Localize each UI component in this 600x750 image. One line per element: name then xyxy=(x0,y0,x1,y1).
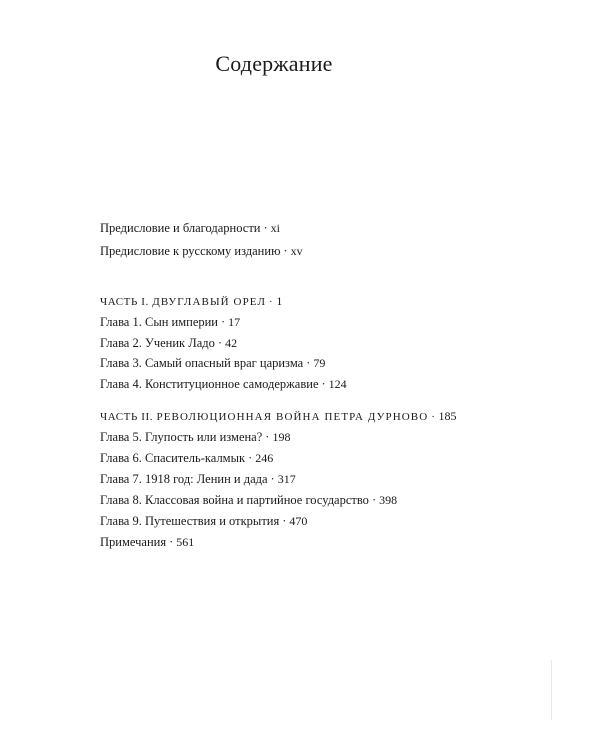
toc-entry-label: Глава 8. Классовая война и партийное государство xyxy=(100,493,369,507)
toc-entry-page: 198 xyxy=(272,430,291,444)
toc-separator: · xyxy=(248,451,253,465)
toc-entry-chapter-8[interactable] xyxy=(100,493,397,508)
toc-entry-chapter-3[interactable] xyxy=(100,356,325,371)
toc-entry-chapter-9[interactable] xyxy=(100,514,307,529)
toc-entry-chapter-2[interactable] xyxy=(100,336,237,351)
toc-entry-page: 42 xyxy=(225,336,238,350)
scan-artifact-line xyxy=(551,660,552,720)
toc-separator: · xyxy=(283,244,288,258)
toc-separator: · xyxy=(371,493,377,507)
toc-entry-page: 1 xyxy=(276,294,283,308)
toc-entry-page: 317 xyxy=(277,472,296,486)
toc-entry-page: xv xyxy=(290,244,303,258)
toc-separator: · xyxy=(263,221,268,235)
toc-entry-chapter-5[interactable] xyxy=(100,430,290,445)
part-name: ДВУГЛАВЫЙ ОРЕЛ xyxy=(152,296,267,308)
part-prefix: ЧАСТЬ I. xyxy=(100,296,149,308)
toc-entry-label: Глава 5. Глупость или измена? xyxy=(100,430,263,444)
toc-separator: · xyxy=(217,336,223,350)
toc-separator: · xyxy=(221,315,226,329)
toc-separator: · xyxy=(270,472,275,486)
toc-entry-label: Глава 3. Самый опасный враг царизма xyxy=(100,356,304,370)
toc-entry-russian-preface[interactable] xyxy=(100,244,303,259)
toc-part-2-heading[interactable] xyxy=(100,409,457,424)
toc-entry-chapter-7[interactable] xyxy=(100,472,296,487)
toc-entry-chapter-4[interactable] xyxy=(100,377,347,392)
page-title: Содержание xyxy=(215,51,333,76)
toc-entry-label: Примечания xyxy=(100,535,167,549)
part-name: РЕВОЛЮЦИОННАЯ ВОЙНА ПЕТРА ДУРНОВО xyxy=(156,411,429,423)
toc-entry-preface[interactable] xyxy=(100,221,280,236)
toc-separator: · xyxy=(431,411,436,423)
toc-entry-label: Глава 6. Спаситель-калмык xyxy=(100,451,246,465)
toc-separator: · xyxy=(169,535,174,549)
toc-entry-notes[interactable] xyxy=(100,535,194,550)
toc-entry-chapter-6[interactable] xyxy=(100,451,273,466)
toc-entry-label: Глава 9. Путешествия и открытия xyxy=(100,514,280,528)
toc-entry-chapter-1[interactable] xyxy=(100,315,240,330)
toc-part-1-heading[interactable] xyxy=(100,294,282,309)
toc-entry-page: 246 xyxy=(255,451,274,465)
toc-entry-page: 124 xyxy=(328,377,347,391)
toc-entry-label: Глава 1. Сын империи xyxy=(100,315,218,329)
toc-entry-page: 79 xyxy=(313,356,326,370)
toc-entry-page: 185 xyxy=(438,409,457,423)
toc-entry-label: Предисловие и благодарности xyxy=(100,221,261,235)
toc-entry-label: Глава 2. Ученик Ладо xyxy=(100,336,215,350)
toc-separator: · xyxy=(265,430,270,444)
toc-entry-page: xi xyxy=(270,221,280,235)
toc-entry-label: Предисловие к русскому изданию xyxy=(100,244,281,258)
toc-entry-page: 561 xyxy=(176,535,195,549)
toc-entry-label: Глава 7. 1918 год: Ленин и дада xyxy=(100,472,268,486)
toc-separator: · xyxy=(306,356,311,370)
toc-entry-label: Глава 4. Конституционное самодержавие xyxy=(100,377,319,391)
toc-separator: · xyxy=(269,296,274,308)
toc-separator: · xyxy=(321,377,326,391)
toc-entry-page: 398 xyxy=(379,493,398,507)
part-prefix: ЧАСТЬ II. xyxy=(100,411,154,423)
toc-entry-page: 470 xyxy=(289,514,308,528)
toc-separator: · xyxy=(282,514,287,528)
toc-entry-page: 17 xyxy=(228,315,241,329)
